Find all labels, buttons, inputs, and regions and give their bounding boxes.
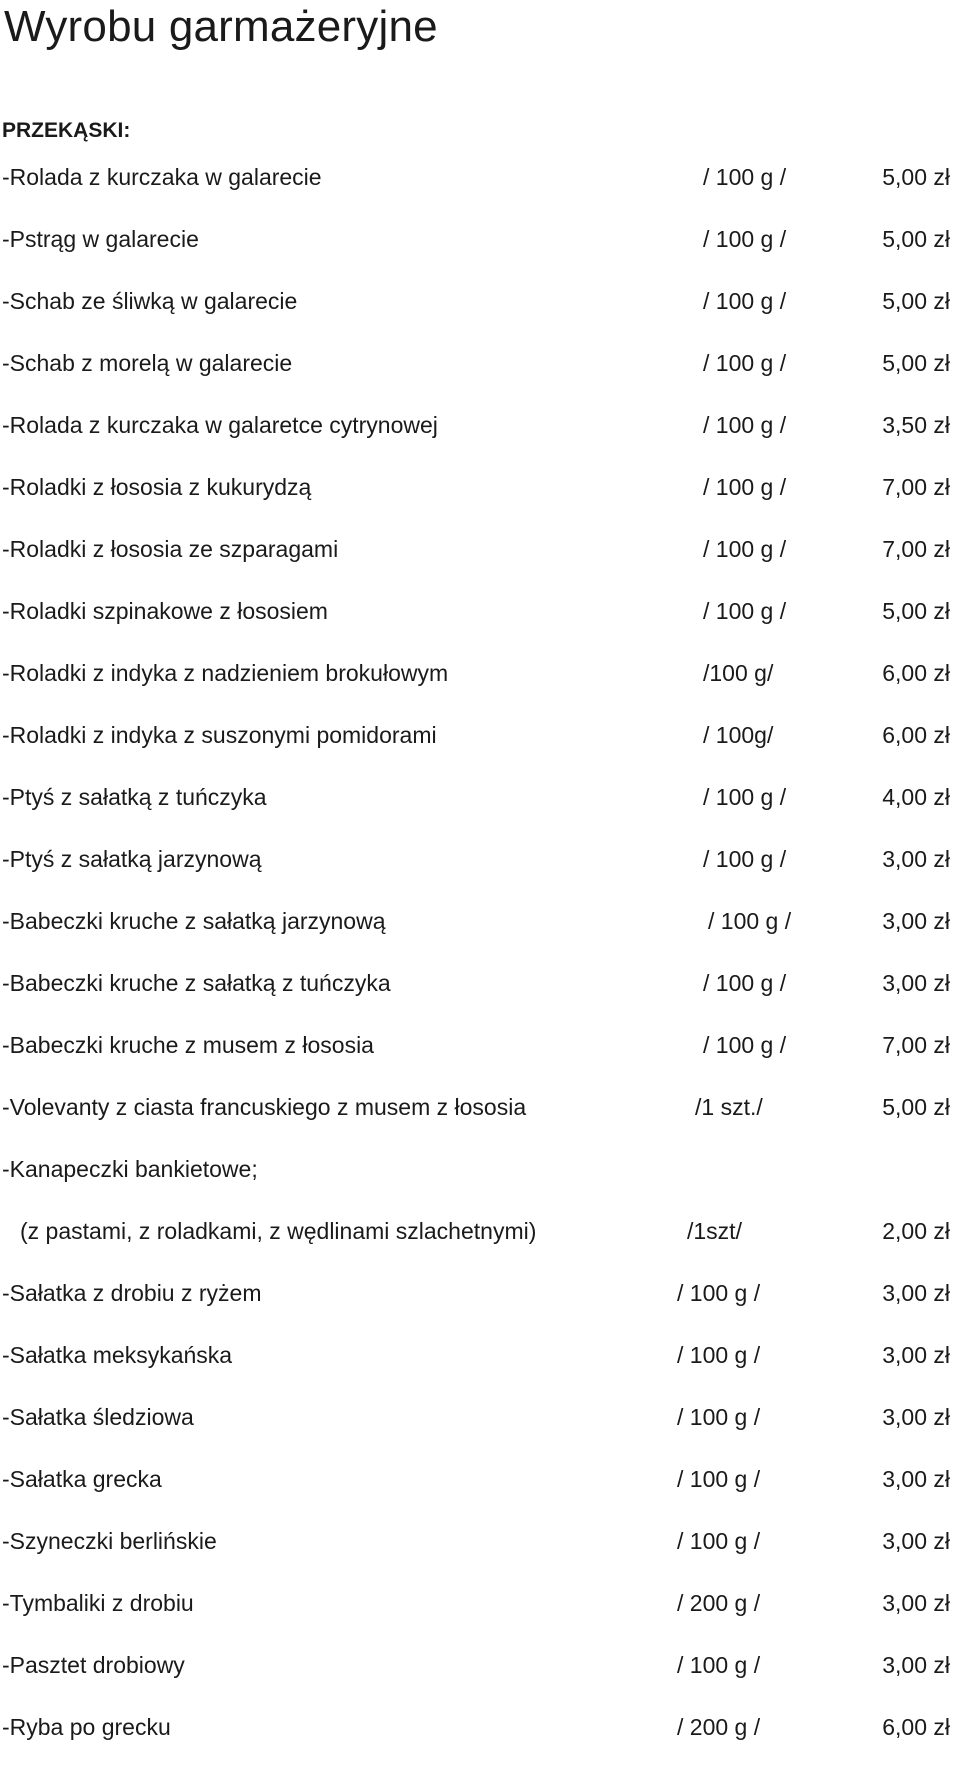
menu-item bbox=[0, 842, 960, 876]
item-price: 5,00 zł bbox=[882, 598, 950, 624]
item-price: 4,00 zł bbox=[882, 784, 950, 810]
item-price: 3,00 zł bbox=[882, 908, 950, 934]
item-quantity: / 100 g / bbox=[703, 598, 787, 624]
item-quantity: / 100 g / bbox=[703, 970, 787, 996]
item-name: -Ptyś z sałatką jarzynową bbox=[2, 846, 262, 872]
item-name: -Ryba po grecku bbox=[2, 1714, 171, 1740]
menu-item bbox=[0, 470, 960, 504]
item-quantity: / 200 g / bbox=[677, 1590, 761, 1616]
menu-item bbox=[0, 1524, 960, 1558]
item-name: -Sałatka śledziowa bbox=[2, 1404, 194, 1430]
menu-item bbox=[0, 1028, 960, 1062]
item-name: -Roladki z indyka z nadzieniem brokułowym bbox=[2, 660, 449, 686]
item-price: 5,00 zł bbox=[882, 350, 950, 376]
item-quantity: / 100 g / bbox=[703, 784, 787, 810]
menu-item bbox=[0, 284, 960, 318]
item-quantity: / 100 g / bbox=[703, 1032, 787, 1058]
item-name: -Babeczki kruche z sałatką jarzynową bbox=[2, 908, 386, 934]
item-name: -Tymbaliki z drobiu bbox=[2, 1590, 194, 1616]
menu-item bbox=[0, 1338, 960, 1372]
menu-item bbox=[0, 594, 960, 628]
menu-item bbox=[0, 1152, 960, 1186]
item-name: -Schab ze śliwką w galarecie bbox=[2, 288, 298, 314]
item-name: -Volevanty z ciasta francuskiego z musem z łososia bbox=[2, 1094, 527, 1120]
item-name: -Ptyś z sałatką z tuńczyka bbox=[2, 784, 267, 810]
menu-item bbox=[0, 346, 960, 380]
item-name: -Sałatka z drobiu z ryżem bbox=[2, 1280, 262, 1306]
item-quantity: / 200 g / bbox=[677, 1714, 761, 1740]
menu-item bbox=[0, 718, 960, 752]
item-name: -Babeczki kruche z musem z łososia bbox=[2, 1032, 374, 1058]
item-name: -Rolada z kurczaka w galarecie bbox=[2, 164, 322, 190]
item-price: 7,00 zł bbox=[882, 474, 950, 500]
item-quantity: / 100 g / bbox=[677, 1404, 761, 1430]
item-price: 3,50 zł bbox=[882, 412, 950, 438]
menu-item bbox=[0, 1214, 960, 1248]
item-quantity: / 100 g / bbox=[703, 412, 787, 438]
item-price: 6,00 zł bbox=[882, 1714, 950, 1740]
item-quantity: / 100 g / bbox=[703, 288, 787, 314]
item-name: -Roladki z łososia z kukurydzą bbox=[2, 474, 312, 500]
item-name: -Roladki z indyka z suszonymi pomidorami bbox=[2, 722, 437, 748]
item-name: -Pstrąg w galarecie bbox=[2, 226, 199, 252]
item-quantity: / 100 g / bbox=[708, 908, 792, 934]
item-quantity: / 100 g / bbox=[703, 350, 787, 376]
item-quantity: / 100g/ bbox=[703, 722, 774, 748]
menu-item bbox=[0, 966, 960, 1000]
item-quantity: /100 g/ bbox=[703, 660, 774, 686]
item-quantity: / 100 g / bbox=[677, 1652, 761, 1678]
menu-item bbox=[0, 1648, 960, 1682]
item-quantity: / 100 g / bbox=[703, 536, 787, 562]
item-price: 3,00 zł bbox=[882, 1528, 950, 1554]
item-quantity: / 100 g / bbox=[677, 1342, 761, 1368]
menu-item bbox=[0, 1710, 960, 1744]
item-quantity: / 100 g / bbox=[703, 226, 787, 252]
menu-item bbox=[0, 780, 960, 814]
item-quantity: /1 szt./ bbox=[695, 1094, 763, 1120]
item-price: 7,00 zł bbox=[882, 1032, 950, 1058]
item-price: 3,00 zł bbox=[882, 1590, 950, 1616]
item-name: -Roladki szpinakowe z łososiem bbox=[2, 598, 328, 624]
item-price: 3,00 zł bbox=[882, 1404, 950, 1430]
item-price: 3,00 zł bbox=[882, 1342, 950, 1368]
menu-item bbox=[0, 1586, 960, 1620]
item-price: 3,00 zł bbox=[882, 1466, 950, 1492]
item-price: 5,00 zł bbox=[882, 288, 950, 314]
menu-item bbox=[0, 1400, 960, 1434]
menu-item bbox=[0, 408, 960, 442]
item-price: 5,00 zł bbox=[882, 226, 950, 252]
item-quantity: /1szt/ bbox=[687, 1218, 742, 1244]
item-price: 2,00 zł bbox=[882, 1218, 950, 1244]
item-price: 3,00 zł bbox=[882, 1280, 950, 1306]
item-quantity: / 100 g / bbox=[703, 474, 787, 500]
menu-item bbox=[0, 160, 960, 194]
item-name: -Sałatka grecka bbox=[2, 1466, 162, 1492]
menu-item bbox=[0, 1090, 960, 1124]
item-name: (z pastami, z roladkami, z wędlinami szlachetnymi) bbox=[20, 1218, 537, 1244]
item-price: 5,00 zł bbox=[882, 1094, 950, 1120]
item-price: 3,00 zł bbox=[882, 1652, 950, 1678]
item-name: -Szyneczki berlińskie bbox=[2, 1528, 217, 1554]
menu-item bbox=[0, 1462, 960, 1496]
item-quantity: / 100 g / bbox=[677, 1280, 761, 1306]
item-name: -Sałatka meksykańska bbox=[2, 1342, 233, 1368]
item-name: -Pasztet drobiowy bbox=[2, 1652, 185, 1678]
page-title: Wyrobu garmażeryjne bbox=[4, 2, 438, 51]
item-name: -Roladki z łososia ze szparagami bbox=[2, 536, 339, 562]
item-quantity: / 100 g / bbox=[703, 164, 787, 190]
item-price: 7,00 zł bbox=[882, 536, 950, 562]
menu-item bbox=[0, 532, 960, 566]
item-name: -Schab z morelą w galarecie bbox=[2, 350, 293, 376]
item-quantity: / 100 g / bbox=[677, 1528, 761, 1554]
item-price: 6,00 zł bbox=[882, 660, 950, 686]
item-price: 3,00 zł bbox=[882, 846, 950, 872]
menu-item bbox=[0, 904, 960, 938]
item-quantity: / 100 g / bbox=[703, 846, 787, 872]
item-price: 6,00 zł bbox=[882, 722, 950, 748]
item-price: 5,00 zł bbox=[882, 164, 950, 190]
item-price: 3,00 zł bbox=[882, 970, 950, 996]
item-name: -Rolada z kurczaka w galaretce cytrynowej bbox=[2, 412, 438, 438]
menu-item bbox=[0, 222, 960, 256]
item-quantity: / 100 g / bbox=[677, 1466, 761, 1492]
menu-item bbox=[0, 656, 960, 690]
menu-item bbox=[0, 1276, 960, 1310]
item-name: -Kanapeczki bankietowe; bbox=[2, 1156, 258, 1182]
section-heading: PRZEKĄSKI: bbox=[2, 119, 131, 142]
item-name: -Babeczki kruche z sałatką z tuńczyka bbox=[2, 970, 391, 996]
